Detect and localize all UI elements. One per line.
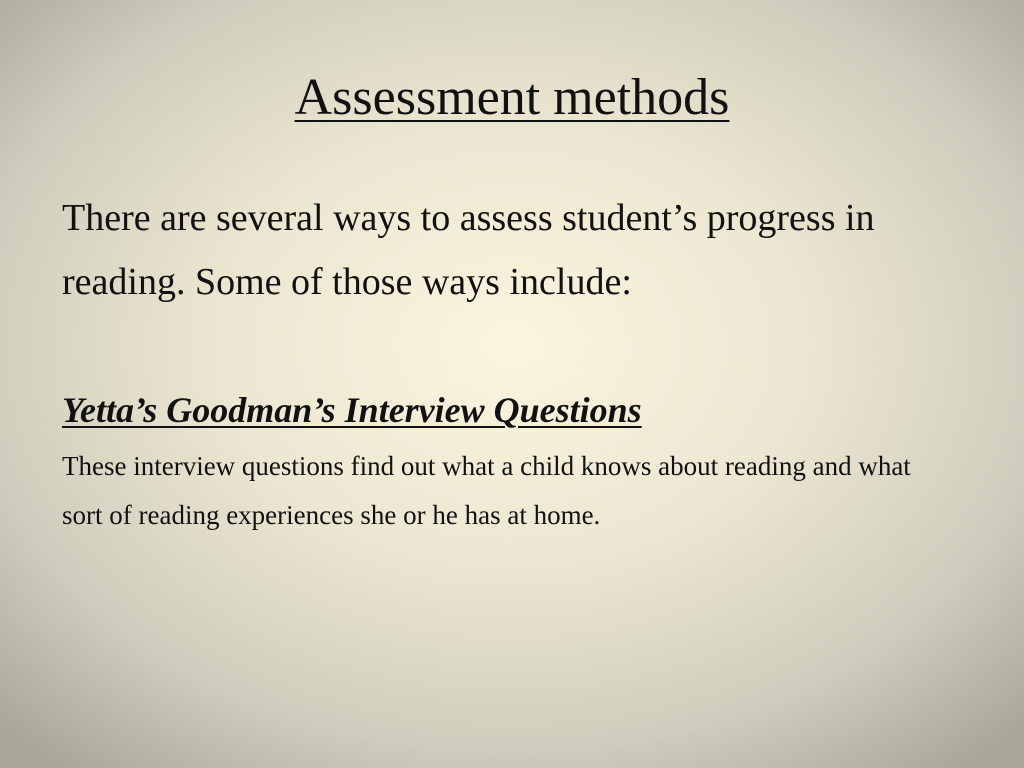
- intro-paragraph: There are several ways to assess student’s progress in reading. Some of those ways include:: [62, 197, 875, 303]
- section-body: These interview questions find out what a child knows about reading and what sort of reading experiences she or he has at home.: [62, 451, 911, 530]
- section-heading: Yetta’s Goodman’s Interview Questions: [62, 390, 642, 430]
- slide-title: Assessment methods: [294, 69, 730, 126]
